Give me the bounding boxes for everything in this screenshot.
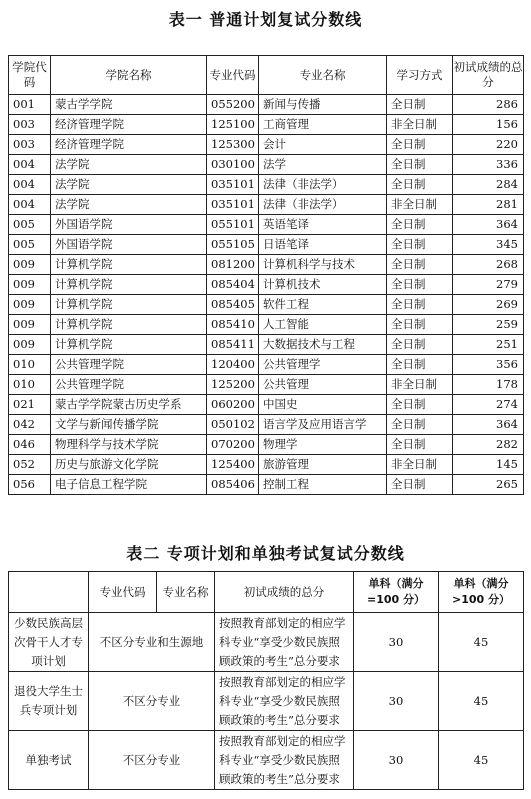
cell-study-mode: 全日制 <box>387 295 453 315</box>
cell-major-code: 035101 <box>207 195 259 215</box>
cell-total-score: 178 <box>453 375 524 395</box>
cell-major-name: 公共管理 <box>259 375 387 395</box>
cell-college-code: 005 <box>9 235 51 255</box>
table-row <box>9 435 524 455</box>
cell-college-name: 蒙古学学院蒙古历史学系 <box>51 395 207 415</box>
cell-scope: 不区分专业 <box>89 672 215 731</box>
cell-total-score: 345 <box>453 235 524 255</box>
cell-college-name: 计算机学院 <box>51 275 207 295</box>
cell-college-name: 蒙古学学院 <box>51 95 207 115</box>
cell-college-name: 法学院 <box>51 155 207 175</box>
cell-college-code: 042 <box>9 415 51 435</box>
cell-major-code: 050102 <box>207 415 259 435</box>
cell-major-code: 125100 <box>207 115 259 135</box>
cell-total-score: 269 <box>453 295 524 315</box>
cell-college-code: 004 <box>9 155 51 175</box>
cell-college-name: 公共管理学院 <box>51 375 207 395</box>
cell-study-mode: 全日制 <box>387 355 453 375</box>
table-row <box>9 672 524 731</box>
cell-major-name: 软件工程 <box>259 295 387 315</box>
cell-total-score: 282 <box>453 435 524 455</box>
cell-single-gt100: 45 <box>439 613 524 672</box>
cell-college-name: 计算机学院 <box>51 295 207 315</box>
cell-plan-name: 单独考试 <box>9 731 89 790</box>
cell-total-score: 220 <box>453 135 524 155</box>
table-row <box>9 613 524 672</box>
cell-college-code: 009 <box>9 255 51 275</box>
cell-college-code: 003 <box>9 135 51 155</box>
cell-major-name: 工商管理 <box>259 115 387 135</box>
cell-major-name: 中国史 <box>259 395 387 415</box>
table-row <box>9 215 524 235</box>
cell-study-mode: 全日制 <box>387 255 453 275</box>
cell-study-mode: 非全日制 <box>387 375 453 395</box>
cell-college-code: 052 <box>9 455 51 475</box>
cell-major-code: 035101 <box>207 175 259 195</box>
cell-major-code: 085411 <box>207 335 259 355</box>
table-row <box>9 475 524 495</box>
cell-plan-name: 少数民族高层次骨干人才专项计划 <box>9 613 89 672</box>
table-row <box>9 115 524 135</box>
cell-college-code: 009 <box>9 335 51 355</box>
header-college-name: 学院名称 <box>51 56 207 95</box>
cell-major-name: 人工智能 <box>259 315 387 335</box>
cell-major-code: 085406 <box>207 475 259 495</box>
header-major-code: 专业代码 <box>207 56 259 95</box>
table-row <box>9 355 524 375</box>
cell-college-code: 021 <box>9 395 51 415</box>
table-row <box>9 315 524 335</box>
cell-major-code: 055101 <box>207 215 259 235</box>
cell-plan-name: 退役大学生士兵专项计划 <box>9 672 89 731</box>
table-row <box>9 395 524 415</box>
cell-college-code: 010 <box>9 355 51 375</box>
cell-study-mode: 全日制 <box>387 475 453 495</box>
cell-college-code: 004 <box>9 175 51 195</box>
cell-college-name: 计算机学院 <box>51 315 207 335</box>
cell-study-mode: 全日制 <box>387 175 453 195</box>
cell-major-code: 085410 <box>207 315 259 335</box>
cell-major-name: 计算机科学与技术 <box>259 255 387 275</box>
cell-study-mode: 全日制 <box>387 275 453 295</box>
table-row <box>9 415 524 435</box>
cell-single-100: 30 <box>354 731 439 790</box>
cell-college-name: 文学与新闻传播学院 <box>51 415 207 435</box>
table-row <box>9 275 524 295</box>
cell-major-code: 085404 <box>207 275 259 295</box>
cell-college-code: 004 <box>9 195 51 215</box>
cell-major-name: 会计 <box>259 135 387 155</box>
table-row <box>9 95 524 115</box>
cell-college-name: 法学院 <box>51 195 207 215</box>
cell-study-mode: 全日制 <box>387 215 453 235</box>
cell-total-score: 336 <box>453 155 524 175</box>
cell-college-name: 公共管理学院 <box>51 355 207 375</box>
cell-major-code: 055200 <box>207 95 259 115</box>
cell-major-name: 语言学及应用语言学 <box>259 415 387 435</box>
cell-major-name: 法律（非法学） <box>259 195 387 215</box>
cell-study-mode: 全日制 <box>387 435 453 455</box>
table-row <box>9 455 524 475</box>
special-plan-score-table <box>8 571 524 790</box>
cell-college-code: 009 <box>9 275 51 295</box>
cell-total-score: 268 <box>453 255 524 275</box>
table1-title: 表一 普通计划复试分数线 <box>168 10 363 29</box>
table-row <box>9 335 524 355</box>
cell-total-score: 251 <box>453 335 524 355</box>
cell-study-mode: 全日制 <box>387 235 453 255</box>
cell-total-score: 281 <box>453 195 524 215</box>
header-blank <box>9 572 89 613</box>
cell-scope: 不区分专业 <box>89 731 215 790</box>
cell-study-mode: 全日制 <box>387 135 453 155</box>
cell-single-100: 30 <box>354 672 439 731</box>
cell-major-name: 公共管理学 <box>259 355 387 375</box>
cell-study-mode: 全日制 <box>387 95 453 115</box>
cell-college-code: 003 <box>9 115 51 135</box>
header-major-name: 专业名称 <box>157 572 215 613</box>
table-row <box>9 295 524 315</box>
cell-college-name: 计算机学院 <box>51 255 207 275</box>
header-study-mode: 学习方式 <box>387 56 453 95</box>
table2-title: 表二 专项计划和单独考试复试分数线 <box>126 544 405 563</box>
header-major-code: 专业代码 <box>89 572 157 613</box>
cell-single-100: 30 <box>354 613 439 672</box>
cell-major-name: 法律（非法学） <box>259 175 387 195</box>
cell-major-code: 125400 <box>207 455 259 475</box>
cell-major-code: 125200 <box>207 375 259 395</box>
cell-college-code: 056 <box>9 475 51 495</box>
cell-college-name: 计算机学院 <box>51 335 207 355</box>
cell-major-code: 125300 <box>207 135 259 155</box>
header-single-100: 单科（满分=100 分） <box>354 572 439 613</box>
cell-total-score: 274 <box>453 395 524 415</box>
cell-college-name: 历史与旅游文化学院 <box>51 455 207 475</box>
cell-college-code: 005 <box>9 215 51 235</box>
cell-study-mode: 非全日制 <box>387 195 453 215</box>
cell-college-code: 009 <box>9 315 51 335</box>
table1-header-row <box>9 56 524 95</box>
cell-study-mode: 全日制 <box>387 335 453 355</box>
cell-total-score: 284 <box>453 175 524 195</box>
table-row <box>9 175 524 195</box>
cell-major-code: 030100 <box>207 155 259 175</box>
cell-major-code: 060200 <box>207 395 259 415</box>
cell-total-requirement: 按照教育部划定的相应学科专业“享受少数民族照顾政策的考生”总分要求 <box>215 613 354 672</box>
cell-study-mode: 全日制 <box>387 315 453 335</box>
cell-major-code: 085405 <box>207 295 259 315</box>
cell-major-name: 物理学 <box>259 435 387 455</box>
cell-major-code: 120400 <box>207 355 259 375</box>
table-row <box>9 255 524 275</box>
cell-major-code: 055105 <box>207 235 259 255</box>
header-college-code: 学院代码 <box>9 56 51 95</box>
cell-study-mode: 全日制 <box>387 415 453 435</box>
table-row <box>9 135 524 155</box>
cell-study-mode: 全日制 <box>387 395 453 415</box>
cell-single-gt100: 45 <box>439 731 524 790</box>
cell-total-score: 156 <box>453 115 524 135</box>
cell-major-name: 控制工程 <box>259 475 387 495</box>
cell-total-score: 364 <box>453 415 524 435</box>
cell-college-name: 物理科学与技术学院 <box>51 435 207 455</box>
cell-college-name: 外国语学院 <box>51 215 207 235</box>
table2-header-row <box>9 572 524 613</box>
cell-study-mode: 全日制 <box>387 155 453 175</box>
cell-college-code: 009 <box>9 295 51 315</box>
cell-major-name: 新闻与传播 <box>259 95 387 115</box>
table-row <box>9 235 524 255</box>
cell-major-name: 旅游管理 <box>259 455 387 475</box>
cell-college-code: 046 <box>9 435 51 455</box>
cell-college-code: 010 <box>9 375 51 395</box>
cell-major-name: 日语笔译 <box>259 235 387 255</box>
cell-total-score: 145 <box>453 455 524 475</box>
header-single-gt100: 单科（满分>100 分） <box>439 572 524 613</box>
table-row <box>9 731 524 790</box>
table-row <box>9 375 524 395</box>
cell-total-score: 279 <box>453 275 524 295</box>
cell-college-name: 外国语学院 <box>51 235 207 255</box>
cell-total-score: 265 <box>453 475 524 495</box>
cell-total-score: 286 <box>453 95 524 115</box>
cell-major-name: 大数据技术与工程 <box>259 335 387 355</box>
cell-total-score: 259 <box>453 315 524 335</box>
cell-college-name: 电子信息工程学院 <box>51 475 207 495</box>
table-row <box>9 155 524 175</box>
cell-study-mode: 非全日制 <box>387 455 453 475</box>
cell-total-requirement: 按照教育部划定的相应学科专业“享受少数民族照顾政策的考生”总分要求 <box>215 731 354 790</box>
cell-study-mode: 非全日制 <box>387 115 453 135</box>
cell-single-gt100: 45 <box>439 672 524 731</box>
cell-major-name: 法学 <box>259 155 387 175</box>
cell-major-code: 081200 <box>207 255 259 275</box>
cell-major-name: 英语笔译 <box>259 215 387 235</box>
cell-college-name: 法学院 <box>51 175 207 195</box>
cell-major-name: 计算机技术 <box>259 275 387 295</box>
regular-plan-score-table <box>8 55 524 495</box>
header-total-score: 初试成绩的总分 <box>453 56 524 95</box>
cell-scope: 不区分专业和生源地 <box>89 613 215 672</box>
cell-college-name: 经济管理学院 <box>51 115 207 135</box>
header-total-score: 初试成绩的总分 <box>215 572 354 613</box>
cell-total-score: 356 <box>453 355 524 375</box>
cell-college-code: 001 <box>9 95 51 115</box>
cell-major-code: 070200 <box>207 435 259 455</box>
cell-total-requirement: 按照教育部划定的相应学科专业“享受少数民族照顾政策的考生”总分要求 <box>215 672 354 731</box>
table-row <box>9 195 524 215</box>
header-major-name: 专业名称 <box>259 56 387 95</box>
cell-college-name: 经济管理学院 <box>51 135 207 155</box>
cell-total-score: 364 <box>453 215 524 235</box>
